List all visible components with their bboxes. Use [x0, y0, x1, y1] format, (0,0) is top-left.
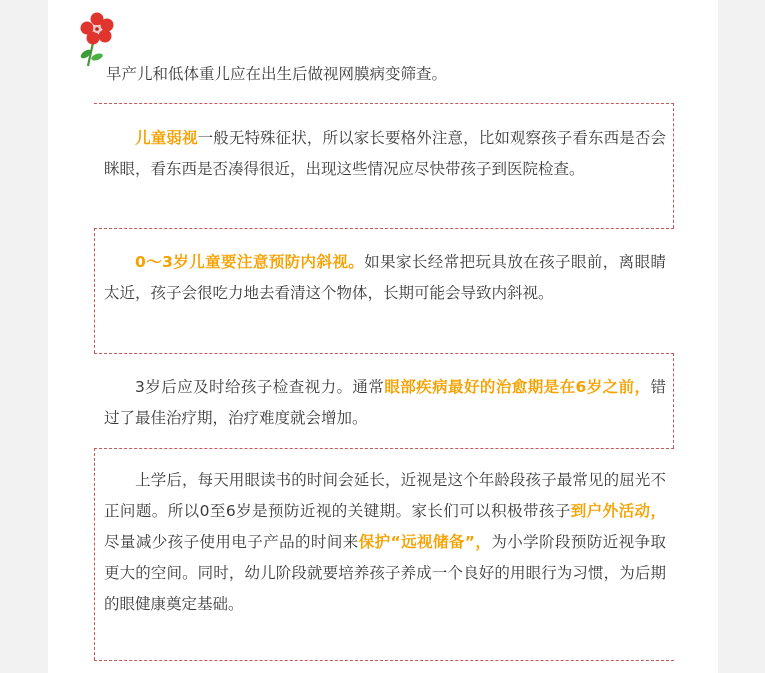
paragraph-text: 如果家长经常把玩具放在孩子眼前，离眼睛太近，孩子会很吃力地去看清这个物体，长期可能会导致内斜视。	[104, 253, 666, 302]
paragraph-myopia	[104, 465, 666, 620]
paragraph-text: 3岁后应及时给孩子检查视力。通常	[135, 378, 385, 396]
paragraph-text: 尽量减少孩子使用电子产品的时间来	[104, 533, 359, 551]
paragraph-text: 上学后，每天用眼读书的时间会延长，近视是这个年龄段孩子最常见的屈光不正问题。所以0至6岁是预防近视的关键期。家长们可以积极带孩子	[104, 471, 666, 520]
p4-left-border	[94, 448, 95, 660]
paragraph-strabismus	[104, 247, 666, 309]
p3-right-border	[673, 353, 674, 448]
paragraph-amblyopia	[104, 123, 666, 185]
p2-bottom-border	[94, 353, 674, 354]
highlight-treatment-period: 眼部疾病最好的治愈期是在6岁之前，	[384, 378, 651, 396]
highlight-outdoor: 到户外活动，	[570, 502, 666, 520]
p1-bottom-border	[94, 228, 674, 229]
p1-right-border	[673, 103, 674, 228]
paragraph-vision-check	[104, 372, 666, 434]
p4-bottom-border	[94, 660, 674, 661]
p2-left-border	[94, 228, 95, 353]
highlight-strabismus: 0～3岁儿童要注意预防内斜视。	[135, 253, 365, 271]
paragraph-text: 错过了最佳治疗期，治疗难度就会增加。	[104, 378, 666, 427]
p1-top-border	[94, 103, 674, 104]
highlight-amblyopia: 儿童弱视	[135, 129, 198, 147]
paragraph-text: 为小学阶段预防近视争取更大的空间。同时，幼儿阶段就要培养孩子养成一个良好的用眼行为习惯，为后期的眼健康奠定基础。	[104, 533, 666, 613]
paragraph-text: 一般无特殊征状，所以家长要格外注意，比如观察孩子看东西是否会眯眼，看东西是否凑得很近，出现这些情况应尽快带孩子到医院检查。	[104, 129, 666, 178]
highlight-reserve: 保护“远视储备”，	[358, 533, 492, 551]
intro-text: 早产儿和低体重儿应在出生后做视网膜病变筛查。	[106, 65, 448, 83]
p3-bottom-border	[94, 448, 674, 449]
